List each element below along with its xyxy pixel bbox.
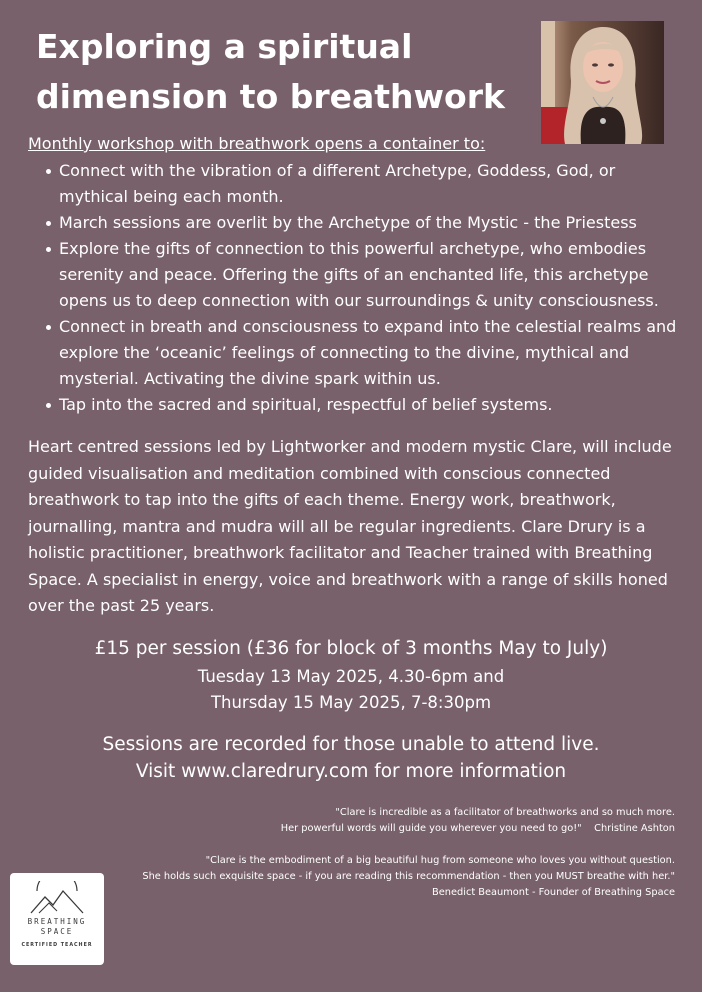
testimonial-author: Benedict Beaumont - Founder of Breathing Space	[432, 887, 675, 898]
testimonial-line: "Clare is the embodiment of a big beautiful hug from someone who loves you without question.	[205, 855, 675, 866]
certified-teacher-badge	[10, 873, 104, 965]
portrait-photo	[541, 21, 664, 144]
title-line-2: dimension to breathwork	[36, 77, 505, 116]
session-date-1: Tuesday 13 May 2025, 4.30-6pm and	[197, 667, 505, 686]
recorded-note: Sessions are recorded for those unable to attend live.	[102, 734, 600, 755]
testimonial-line: She holds such exquisite space - if you are reading this recommendation - then you MUST breathe with her."	[142, 871, 675, 882]
testimonial-2	[55, 853, 675, 901]
list-item: March sessions are overlit by the Archetype of the Mystic - the Priestess	[28, 210, 678, 236]
website-info: Visit www.claredrury.com for more information	[135, 761, 567, 782]
list-item: Explore the gifts of connection to this powerful archetype, who embodies serenity and peace. Offering the gifts of an enchanted life, this archetype opens us to deep connection with our surroundings & unity consciousness.	[28, 236, 678, 314]
feature-list	[28, 158, 678, 418]
testimonial-line: "Clare is incredible as a facilitator of breathworks and so much more.	[335, 807, 675, 818]
session-date-2: Thursday 15 May 2025, 7-8:30pm	[210, 693, 492, 712]
intro-heading: Monthly workshop with breathwork opens a container to:	[28, 134, 486, 153]
testimonial-line: Her powerful words will guide you wherever you need to go!"	[280, 823, 582, 834]
badge-line-3: CERTIFIED TEACHER	[21, 943, 93, 948]
badge-line-1: BREATHING	[27, 917, 87, 926]
price-text: £15 per session (£36 for block of 3 months May to July)	[94, 638, 608, 659]
mountain-logo-icon	[27, 881, 87, 915]
testimonial-author: Christine Ashton	[594, 823, 675, 834]
badge-line-2: SPACE	[40, 927, 74, 936]
list-item: Tap into the sacred and spiritual, respectful of belief systems.	[28, 392, 678, 418]
page-title	[36, 22, 516, 122]
title-line-1: Exploring a spiritual	[36, 27, 413, 66]
portrait-image	[541, 21, 664, 144]
list-item: Connect with the vibration of a different Archetype, Goddess, God, or mythical being each month.	[28, 158, 678, 210]
list-item: Connect in breath and consciousness to expand into the celestial realms and explore the ‘oceanic’ feelings of connecting to the divine, mythical and mysterial. Activating the divine spark within us.	[28, 314, 678, 392]
testimonial-1	[55, 805, 675, 837]
description-paragraph: Heart centred sessions led by Lightworker and modern mystic Clare, will include guided visualisation and meditation combined with conscious connected breathwork to tap into the gifts of each theme. Energy work, breathwork, journalling, mantra and mudra will all be regular ingredients. Clare Drury is a holistic practitioner, breathwork facilitator and Teacher trained with Breathing Space. A specialist in energy, voice and breathwork with a range of skills honed over the past 25 years.	[28, 437, 672, 615]
